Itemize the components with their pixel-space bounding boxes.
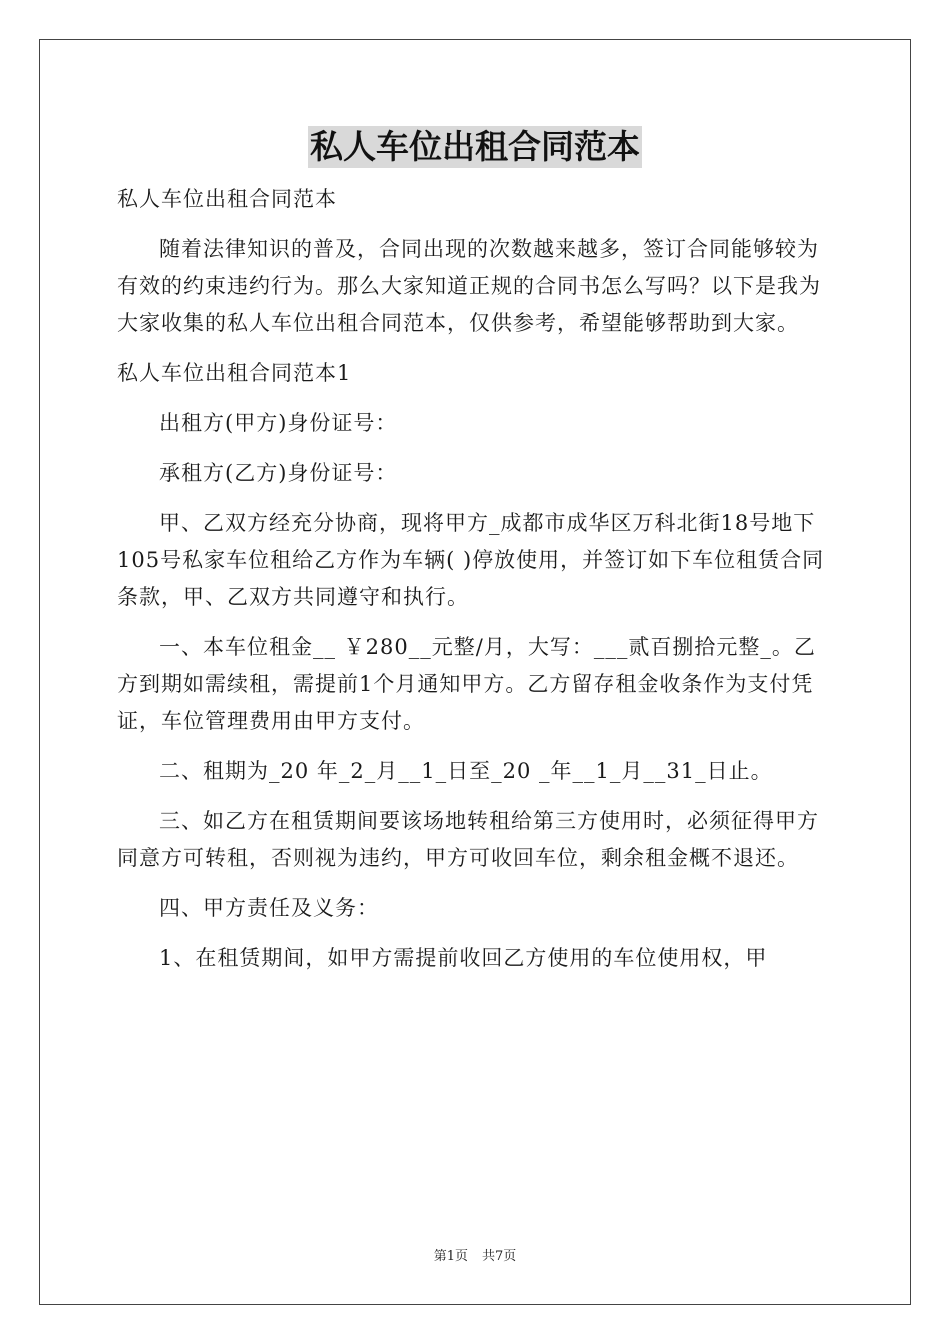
paragraph: 甲、乙双方经充分协商，现将甲方_成都市成华区万科北街18号地下105号私家车位租给乙方作为车辆( )停放使用，并签订如下车位租赁合同条款，甲、乙双方共同遵守和执行。 xyxy=(117,511,825,609)
paragraph: 私人车位出租合同范本1 xyxy=(117,361,352,385)
page-number-total: 共7页 xyxy=(482,1249,517,1264)
paragraph: 承租方(乙方)身份证号： xyxy=(159,461,398,485)
paragraph: 一、本车位租金__ ￥280__元整/月，大写：___贰百捌拾元整_。乙方到期如需续租，需提前1个月通知甲方。乙方留存租金收条作为支付凭证，车位管理费用由甲方支付。 xyxy=(117,635,816,733)
paragraph: 三、如乙方在租赁期间要该场地转租给第三方使用时，必须征得甲方同意方可转租，否则视为违约，甲方可收回车位，剩余租金概不退还。 xyxy=(117,809,819,870)
paragraph: 私人车位出租合同范本 xyxy=(117,187,337,211)
paragraph: 1、在租赁期间，如甲方需提前收回乙方使用的车位使用权，甲 xyxy=(159,946,768,970)
document-body xyxy=(117,181,837,990)
paragraph: 四、甲方责任及义务： xyxy=(159,896,379,920)
title-container xyxy=(0,126,950,168)
page-number-current: 第1页 xyxy=(433,1249,468,1264)
paragraph: 出租方(甲方)身份证号： xyxy=(159,411,398,435)
page-footer xyxy=(0,1249,950,1265)
paragraph: 随着法律知识的普及，合同出现的次数越来越多，签订合同能够较为有效的约束违约行为。那么大家知道正规的合同书怎么写吗？以下是我为大家收集的私人车位出租合同范本，仅供参考，希望能够帮助到大家。 xyxy=(117,237,821,335)
paragraph: 二、租期为_20 年_2_月__1_日至_20 _年__1_月__31_日止。 xyxy=(159,759,773,783)
document-title: 私人车位出租合同范本 xyxy=(310,127,640,166)
